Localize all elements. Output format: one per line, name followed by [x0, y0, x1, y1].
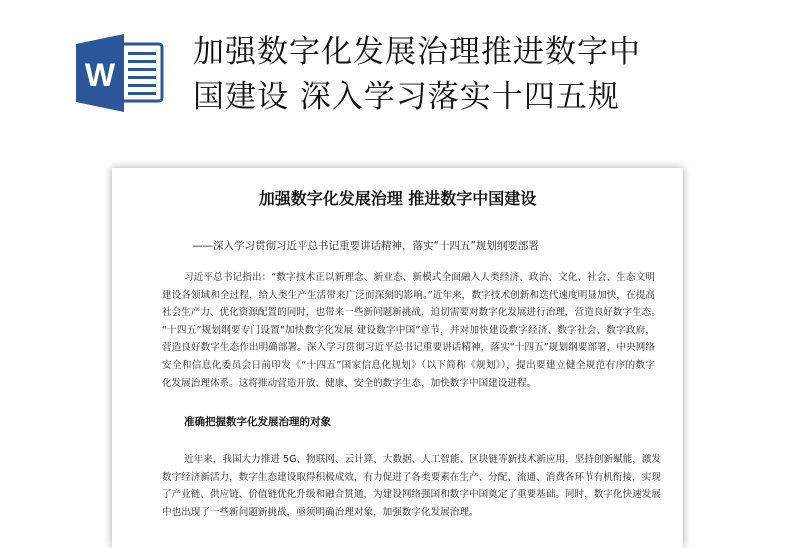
text-line: 中也出现了一些新问题新挑战，亟须明确治理对象，加强数字化发展治理。 — [162, 506, 479, 518]
text-line: 了产业链、供应链、价值链优化升级和融合贯通，为建设网络强国和数字中国奠定了重要基础。同时，数字化快速发展 — [162, 489, 661, 501]
document-subtitle: ——深入学习贯彻习近平总书记重要讲话精神，落实“十四五”规划纲要部署 — [192, 240, 539, 252]
banner-title-line: 加强数字化发展治理推进数字中 — [193, 34, 641, 70]
svg-text:W: W — [84, 57, 116, 93]
text-line: 建设各领域和全过程，给人类生产生活带来广泛而深刻的影响。”近年来，数字技术创新和迭代速度明显加快，在提高 — [162, 289, 655, 301]
section-heading: 准确把握数字化发展治理的对象 — [184, 416, 331, 428]
text-line: 化发展治理体系。这将推动营造开放、健康、安全的数字生态，加快数字中国建设进程。 — [162, 377, 537, 389]
banner-title — [193, 30, 641, 120]
text-line: “十四五”规划纲要专门设置“加快数字化发展 建设数字中国”章节，并对加快建设数字经济、数字社会、数字政府， — [162, 324, 655, 336]
document-title: 加强数字化发展治理 推进数字中国建设 — [258, 189, 537, 208]
text-line: 数字经济新活力，数字生态建设取得积极成效，有力促进了各类要素在生产、分配、流通、消费各环节有机衔接，实现 — [162, 471, 661, 483]
text-line: 习近平总书记指出：“数字技术正以新理念、新业态、新模式全面融入人类经济、政治、文化、社会、生态文明 — [184, 272, 655, 283]
text-line: 社会生产力、优化资源配置的同时，也带来一些新问题新挑战，迫切需要对数字化发展进行治理，营造良好数字生态。 — [162, 307, 661, 319]
paragraph-2 — [162, 451, 662, 521]
text-line: 近年来，我国大力推进 5G、物联网、云计算、大数据、人工智能、区块链等新技术新应用，坚持创新赋能，激发 — [184, 454, 662, 465]
banner-title-line: 国建设 深入学习落实十四五规 — [193, 79, 620, 115]
paragraph-1 — [162, 269, 661, 392]
text-line: 安全和信息化委员会日前印发《“十四五”国家信息化规划》（以下简称《规划》），提出要建立健全规范有序的数字 — [162, 359, 655, 371]
document-page — [112, 168, 683, 548]
word-icon — [76, 32, 164, 112]
text-line: 营造良好数字生态作出明确部署。深入学习贯彻习近平总书记重要讲话精神，落实“十四五”规划纲要部署，中央网络 — [162, 342, 655, 354]
